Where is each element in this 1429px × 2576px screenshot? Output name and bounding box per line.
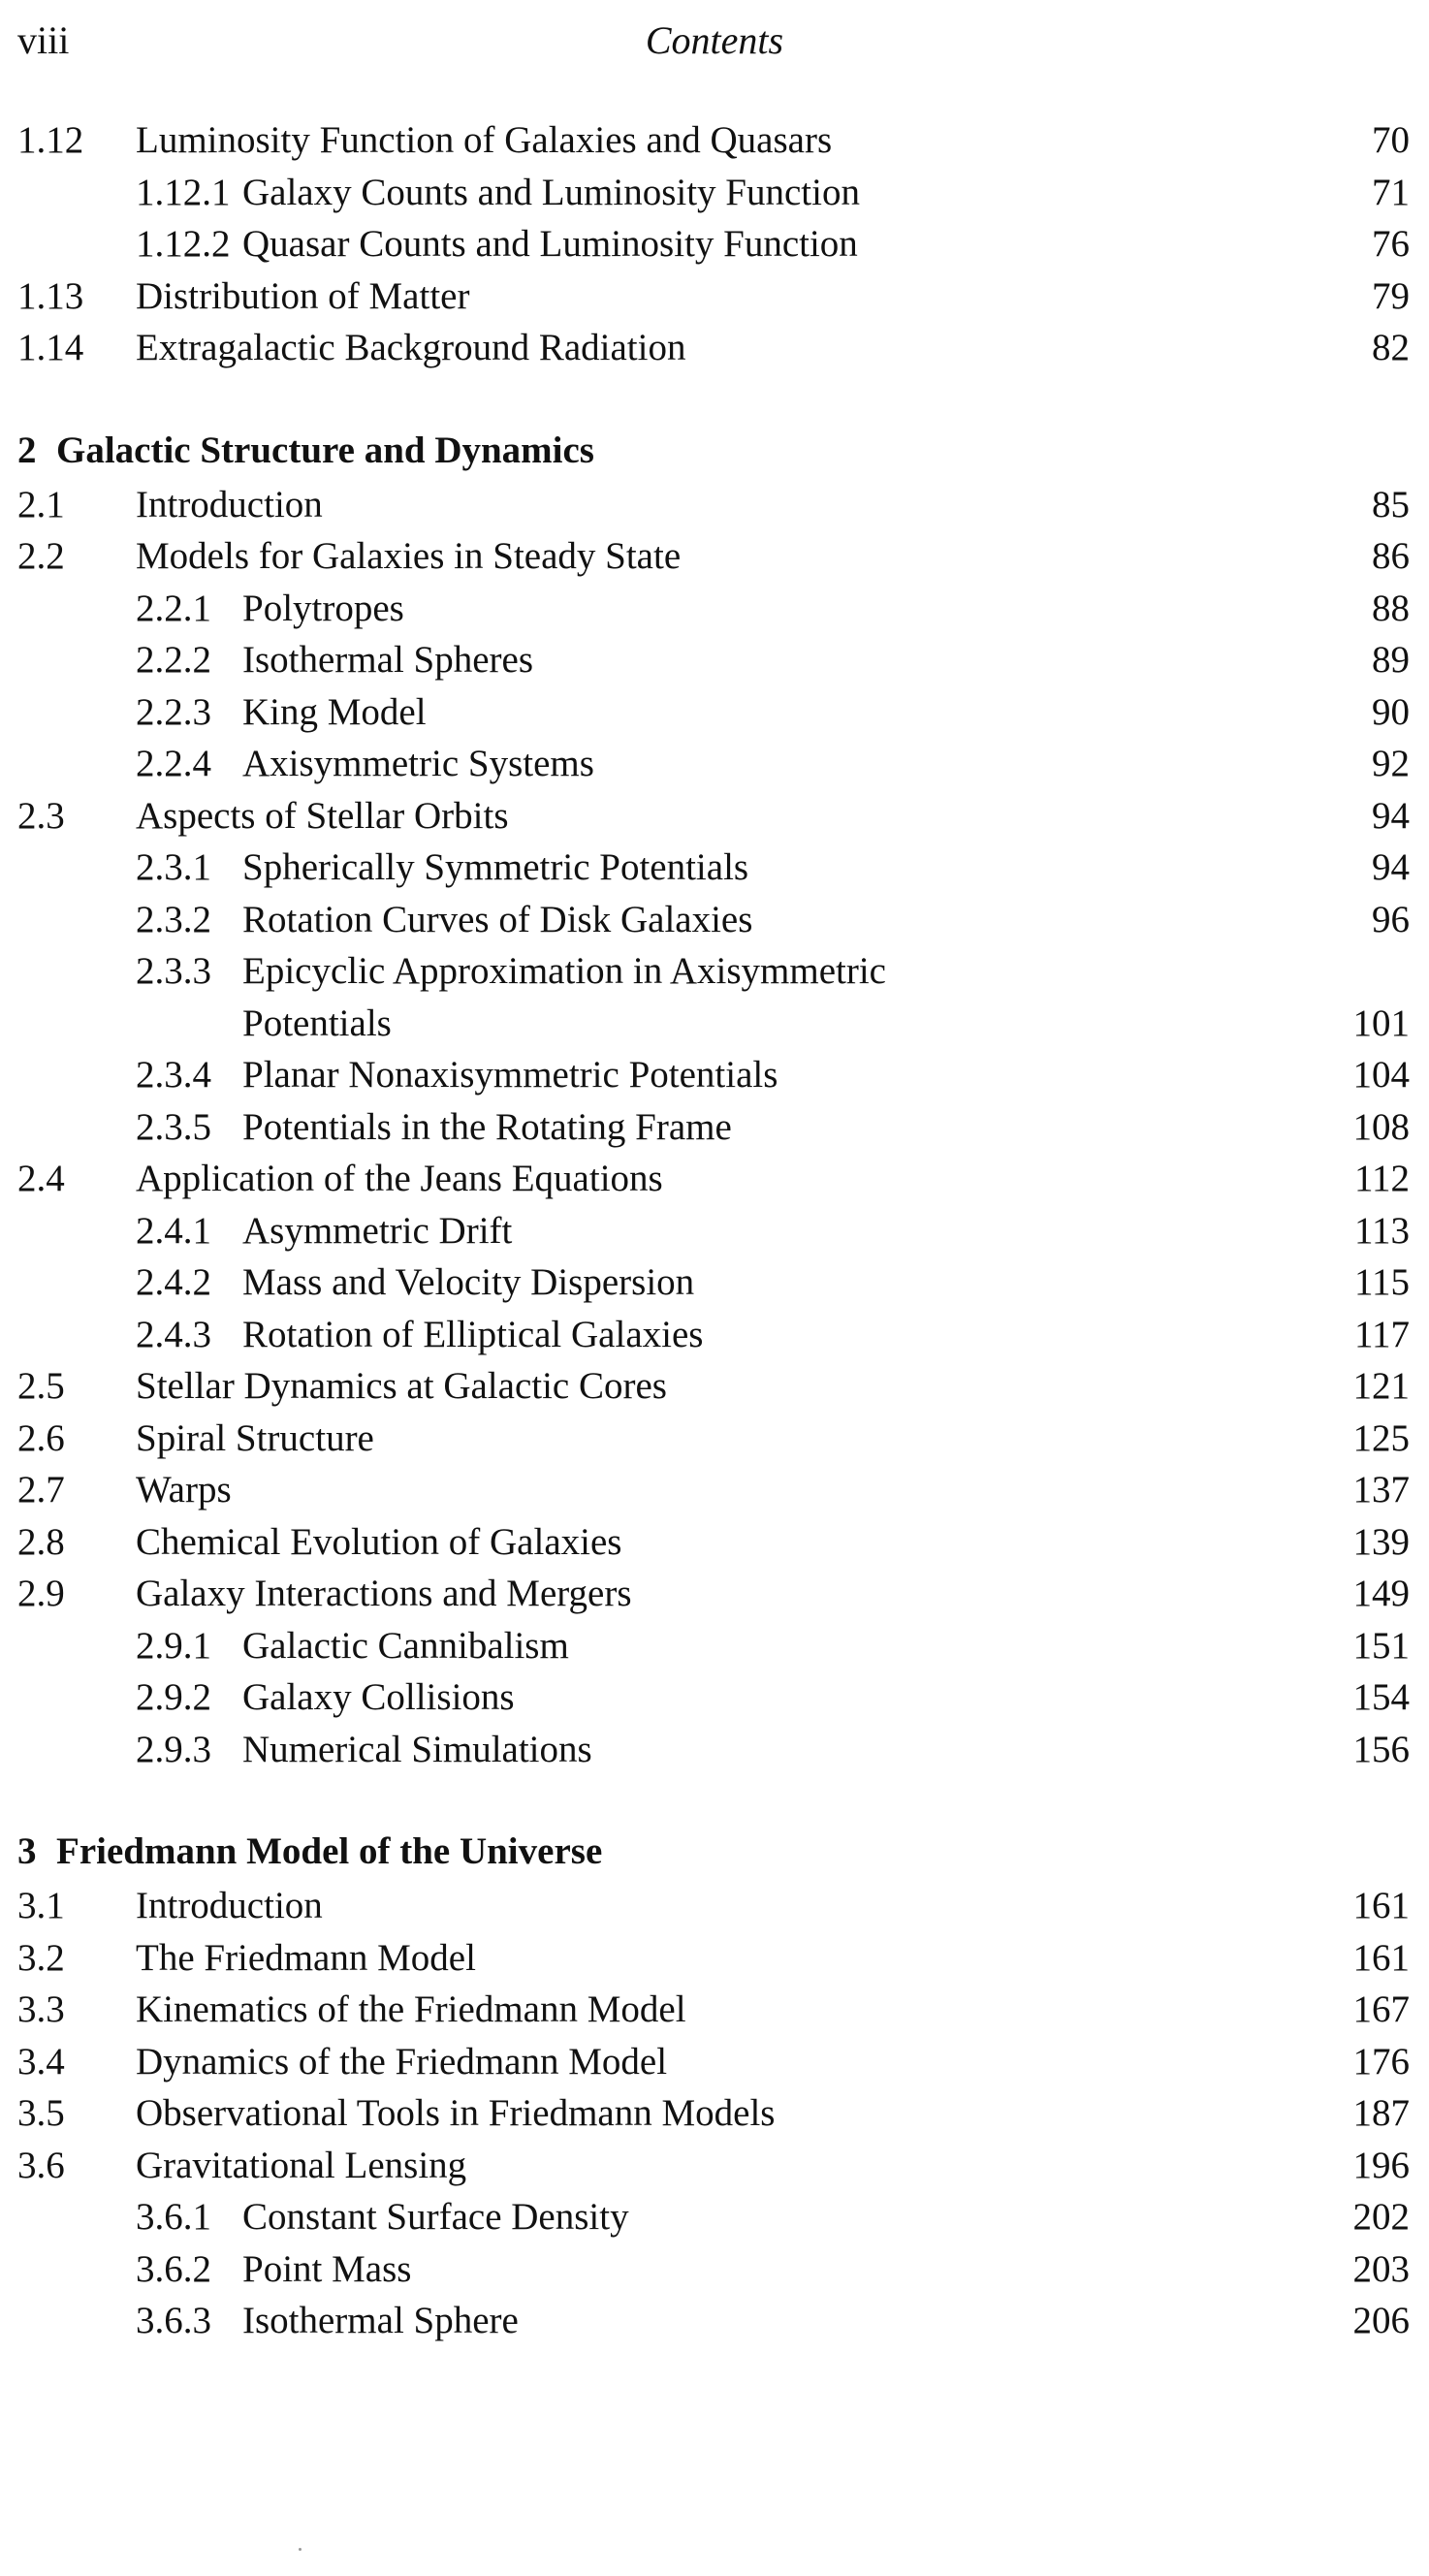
toc-entry-title: Point Mass [242,2247,412,2290]
toc-entry-page: 202 [1352,2196,1410,2238]
toc-entry[interactable] [17,583,1410,635]
toc-entry-number: 1.12.2 [136,223,231,265]
toc-entry-page: 70 [1372,119,1410,161]
toc-entry-number: 2.3.5 [136,1105,211,1148]
toc-entry-title: Potentials [242,1002,392,1044]
toc-entry[interactable] [17,1568,1410,1620]
toc-entry[interactable] [17,998,1410,1050]
toc-entry-number: 2.8 [17,1520,65,1563]
toc-entry-page: 149 [1352,1573,1410,1614]
toc-entry-number: 2.4.1 [136,1209,211,1252]
toc-entry-page: 94 [1372,846,1410,888]
toc-entry-title: Numerical Simulations [242,1728,592,1770]
toc-entry-page: 112 [1353,1158,1410,1199]
toc-entry-page: 203 [1352,2247,1410,2290]
toc-entry-number: 1.14 [17,327,84,368]
toc-entry[interactable] [17,530,1410,583]
toc-entry[interactable] [17,1153,1410,1205]
toc-entry[interactable] [17,2140,1410,2192]
toc-entry-title: Application of the Jeans Equations [136,1158,663,1199]
toc-entry[interactable] [17,218,1410,270]
toc-entry-title: Kinematics of the Friedmann Model [136,1988,686,2030]
toc-entry-title: Rotation Curves of Disk Galaxies [242,898,753,940]
toc-entry-number: 2.5 [17,1365,65,1407]
toc-entry-title: Rotation of Elliptical Galaxies [242,1313,704,1355]
toc-entry-number: 2.2.1 [136,587,211,629]
toc-entry-title: Friedmann Model of the Universe [56,1830,603,1872]
toc-entry[interactable] [17,1101,1410,1154]
toc-entry-number: 2.3 [17,794,65,837]
toc-chapter-heading[interactable] [17,425,1410,479]
toc-entry-title: Galactic Cannibalism [242,1624,569,1667]
toc-entry-number: 2.7 [17,1469,65,1511]
page-speck [299,2548,302,2551]
toc-entry-number: 2.3.3 [136,950,211,992]
toc-entry-page: 151 [1352,1624,1410,1667]
toc-entry-number: 3.6.3 [136,2300,211,2341]
toc-entry-page: 108 [1352,1105,1410,1148]
toc-entry[interactable] [17,1880,1410,1932]
toc-entry-page: 71 [1372,171,1410,213]
toc-entry-page: 96 [1372,898,1410,940]
toc-entry-page: 139 [1352,1520,1410,1563]
toc-entry[interactable] [17,1984,1410,2036]
toc-entry-title: King Model [242,690,427,733]
toc-entry-number: 3.5 [17,2092,65,2134]
toc-entry-number: 1.12.1 [136,171,231,213]
toc-entry[interactable] [17,1932,1410,1985]
toc-entry-title: Extragalactic Background Radiation [136,327,686,368]
toc-entry-title: Epicyclic Approximation in Axisymmetric [242,950,886,992]
toc-entry-title: Planar Nonaxisymmetric Potentials [242,1054,778,1096]
toc-entry-number: 2.9.2 [136,1676,211,1718]
toc-entry-title: Mass and Velocity Dispersion [242,1261,695,1303]
toc-entry-title: Asymmetric Drift [242,1209,513,1252]
toc-entry[interactable] [17,270,1410,323]
toc-entry-page: 137 [1352,1469,1410,1511]
toc-entry-title: Galaxy Counts and Luminosity Function [242,171,860,213]
toc-entry-title: Spherically Symmetric Potentials [242,846,749,888]
toc-entry-number: 2.3.1 [136,846,211,888]
toc-entry[interactable] [17,1309,1410,1361]
toc-entry-number: 3.6.2 [136,2247,211,2290]
toc-entry-page: 125 [1352,1416,1410,1459]
toc-entry-title: Aspects of Stellar Orbits [136,794,509,837]
toc-entry-number: 2.2.2 [136,639,211,681]
toc-entry[interactable] [17,322,1410,374]
toc-entry-title: Axisymmetric Systems [242,743,594,784]
toc-entry-number: 2.3.4 [136,1054,211,1096]
toc-entry-number: 3.3 [17,1988,65,2030]
toc-entry-number: 2.6 [17,1416,65,1459]
table-of-contents [17,114,1410,2347]
toc-entry[interactable] [17,2087,1410,2140]
toc-entry-page: 101 [1352,1002,1410,1044]
toc-entry[interactable] [17,1620,1410,1672]
toc-entry-page: 76 [1372,223,1410,265]
toc-entry-page: 206 [1352,2300,1410,2341]
toc-entry-page: 161 [1352,1885,1410,1926]
toc-entry[interactable] [17,1049,1410,1101]
toc-entry-page: 121 [1352,1365,1410,1407]
toc-entry-number: 3.1 [17,1885,65,1926]
toc-entry-number: 2.9.3 [136,1728,211,1770]
toc-entry-number: 2.4 [17,1158,65,1199]
toc-entry-page: 79 [1372,274,1410,317]
toc-entry-number: 3.4 [17,2040,65,2083]
toc-entry[interactable] [17,686,1410,739]
toc-entry-page: 176 [1352,2040,1410,2083]
toc-entry-page: 85 [1372,483,1410,525]
toc-entry-page: 115 [1353,1261,1410,1303]
toc-entry-number: 3.6.1 [136,2196,211,2238]
toc-entry-page: 156 [1352,1728,1410,1770]
toc-entry-page: 82 [1372,327,1410,368]
toc-entry-title: Introduction [136,483,323,525]
toc-entry-title: Observational Tools in Friedmann Models [136,2092,776,2134]
toc-entry-page: 167 [1352,1988,1410,2030]
toc-entry[interactable] [17,1464,1410,1516]
header-running-title: Contents [645,18,784,62]
toc-entry[interactable] [17,2243,1410,2296]
toc-entry[interactable] [17,1360,1410,1413]
toc-entry-number: 2.2.3 [136,690,211,733]
toc-entry-page: 117 [1353,1313,1410,1355]
toc-entry[interactable] [17,2036,1410,2088]
toc-entry-page: 154 [1352,1676,1410,1718]
toc-entry-number: 2 [17,429,37,471]
toc-entry-number: 2.1 [17,483,65,525]
toc-entry-title: Galaxy Interactions and Mergers [136,1573,632,1614]
toc-entry-title: Gravitational Lensing [136,2144,467,2186]
toc-entry[interactable] [17,894,1410,946]
toc-entry-number: 2.9 [17,1573,65,1614]
toc-chapter-heading[interactable] [17,1826,1410,1880]
toc-entry-page: 113 [1353,1209,1410,1252]
toc-entry-page: 88 [1372,587,1410,629]
toc-entry-page: 92 [1372,743,1410,784]
toc-entry-title: Chemical Evolution of Galaxies [136,1520,622,1563]
toc-entry-page: 161 [1352,1936,1410,1979]
toc-entry-title: Warps [136,1469,232,1511]
running-header [17,17,1412,76]
toc-entry-page: 94 [1372,794,1410,837]
toc-entry[interactable] [17,479,1410,531]
toc-entry[interactable] [17,1671,1410,1724]
toc-entry-title: Introduction [136,1885,323,1926]
toc-entry-number: 2.9.1 [136,1624,211,1667]
toc-entry-number: 3.6 [17,2144,65,2186]
toc-entry-title: Polytropes [242,587,404,629]
toc-entry[interactable] [17,790,1410,843]
toc-entry-page: 196 [1352,2144,1410,2186]
toc-entry[interactable] [17,2191,1410,2243]
toc-entry[interactable] [17,167,1410,219]
toc-entry-number: 2.4.2 [136,1261,211,1303]
toc-entry-title: Galactic Structure and Dynamics [56,429,594,471]
toc-entry[interactable] [17,1724,1410,1776]
toc-entry-title: Spiral Structure [136,1416,374,1459]
toc-entry-title: Luminosity Function of Galaxies and Quasars [136,119,833,161]
toc-entry-title: The Friedmann Model [136,1936,476,1979]
toc-entry-title: Dynamics of the Friedmann Model [136,2040,668,2083]
toc-entry-number: 2.3.2 [136,898,211,940]
toc-entry-number: 3.2 [17,1936,65,1979]
toc-entry-page: 86 [1372,535,1410,577]
toc-entry-title: Distribution of Matter [136,274,470,317]
toc-entry-title: Galaxy Collisions [242,1676,515,1718]
toc-entry-number: 2.2.4 [136,743,211,784]
toc-entry[interactable] [17,738,1410,790]
toc-entry-title: Models for Galaxies in Steady State [136,535,682,577]
toc-entry[interactable] [17,1205,1410,1257]
toc-entry-title: Isothermal Sphere [242,2300,519,2341]
toc-entry-title: Potentials in the Rotating Frame [242,1105,732,1148]
toc-entry-page: 89 [1372,639,1410,681]
toc-entry-title: Quasar Counts and Luminosity Function [242,223,858,265]
toc-entry[interactable] [17,1256,1410,1309]
toc-entry-number: 1.13 [17,274,84,317]
toc-entry-title: Constant Surface Density [242,2196,629,2238]
toc-entry-number: 2.2 [17,535,65,577]
toc-entry-number: 1.12 [17,119,84,161]
toc-entry-number: 3 [17,1830,37,1872]
toc-entry-title: Isothermal Spheres [242,639,534,681]
toc-entry[interactable] [17,842,1410,894]
toc-entry[interactable] [17,1413,1410,1465]
toc-entry[interactable] [17,2295,1410,2347]
toc-entry-title: Stellar Dynamics at Galactic Cores [136,1365,667,1407]
header-page-number: viii [17,18,70,62]
toc-entry[interactable] [17,114,1410,167]
toc-entry[interactable] [17,1516,1410,1569]
toc-entry[interactable] [17,945,1410,998]
toc-entry-page: 104 [1352,1054,1410,1096]
toc-entry-number: 2.4.3 [136,1313,211,1355]
toc-entry-page: 187 [1352,2092,1410,2134]
toc-entry[interactable] [17,634,1410,686]
toc-entry-page: 90 [1372,690,1410,733]
